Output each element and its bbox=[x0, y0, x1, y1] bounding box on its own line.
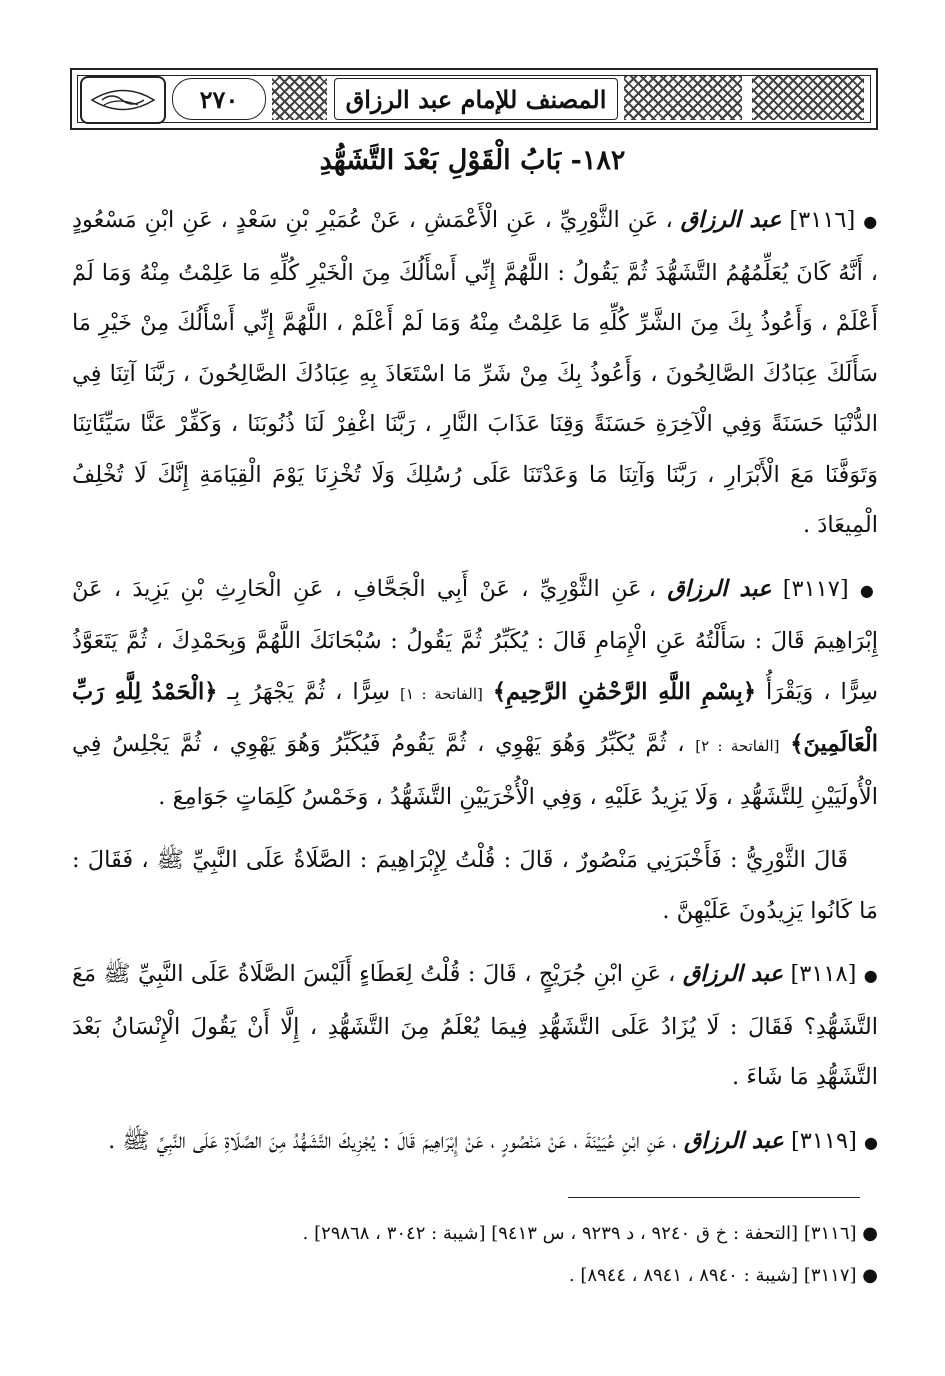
hadith-number: [٣١١٩] bbox=[790, 1127, 857, 1154]
footnote-3116 bbox=[72, 1213, 878, 1255]
hadith-number: [٣١١٦] bbox=[789, 207, 856, 233]
footnote-text: [شيبة : ٨٩٤٠ ، ٨٩٤١ ، ٨٩٤٤] . bbox=[568, 1265, 799, 1286]
narrator-name: عبد الرزاق bbox=[683, 1127, 784, 1154]
hadith-3118 bbox=[72, 949, 878, 1103]
main-text bbox=[72, 195, 878, 1181]
hadith-3116 bbox=[72, 195, 878, 551]
bullet-icon: ● bbox=[862, 1265, 878, 1286]
narrator-name: عبد الرزاق bbox=[680, 207, 782, 233]
ornament-mid-left bbox=[272, 76, 327, 120]
footnotes bbox=[72, 1213, 878, 1297]
quran-reference: [الفاتحة : ٢] bbox=[695, 737, 780, 755]
hadith-text: ، ثُمَّ يُكَبِّرُ وَهُوَ يَهْوِي ، ثُمَّ يَقُومُ فَيُكَبِّرُ وَهُوَ يَهْوِي ، ثُمَّ يَجْلِسُ فِي الْأُولَيَيْنِ لِلتَّشَهُّدِ ، وَلَا يَزِيدُ عَلَيْهِ ، وَفِي الْأُخْرَيَيْنِ التَّشَهُّدُ ، وَخَمْسُ كَلِمَاتٍ جَوَامِعَ . bbox=[72, 731, 878, 810]
footnote-number: [٣١١٦] bbox=[803, 1223, 857, 1244]
bullet-icon: ● bbox=[862, 1223, 878, 1244]
hadith-text: ، عَنِ ابْنِ جُرَيْجٍ ، قَالَ : قُلْتُ لِعَطَاءٍ أَلَيْسَ الصَّلَاةُ عَلَى النَّبِيِّ ﷺ مَعَ التَّشَهُّدِ؟ فَقَالَ : لَا يُزَادُ عَلَى التَّشَهُّدِ فِيمَا يُعْلَمُ مِنَ التَّشَهُّدِ ، إِلَّا أَنْ يَقُولَ الْإِنْسَانُ بَعْدَ التَّشَهُّدِ مَا شَاءَ . bbox=[72, 961, 878, 1090]
quran-verse: ﴿الْحَمْدُ لِلَّهِ رَبِّ الْعَالَمِينَ﴾ bbox=[72, 678, 879, 757]
hadith-text: ، عَنِ الثَّوْرِيِّ ، عَنِ الْأَعْمَشِ ، عَنْ عُمَيْرِ بْنِ سَعْدٍ ، عَنِ ابْنِ مَسْعُودٍ ، أَنَّهُ كَانَ يُعَلِّمُهُمُ التَّشَهُّدَ ثُمَّ يَقُولُ : اللَّهُمَّ إِنِّي أَسْأَلُكَ مِنَ الْخَيْرِ كُلِّهِ مَا عَلِمْتُ مِنْهُ وَمَا لَمْ أَعْلَمْ ، وَأَعُوذُ بِكَ مِنَ الشَّرِّ كُلِّهِ مَا عَلِمْتُ مِنْهُ وَمَا لَمْ أَعْلَمْ ، اللَّهُمَّ إِنِّي أَسْأَلُكَ مِنْ خَيْرِ مَا سَأَلَكَ عِبَادُكَ الصَّالِحُونَ ، وَأَعُوذُ بِكَ مِنْ شَرِّ مَا اسْتَعَاذَ بِهِ عِبَادُكَ الصَّالِحُونَ ، رَبَّنَا آتِنَا فِي الدُّنْيَا حَسَنَةً وَفِي الْآخِرَةِ حَسَنَةً وَقِنَا عَذَابَ النَّارِ ، رَبَّنَا اغْفِرْ لَنَا ذُنُوبَنَا ، وَكَفِّرْ عَنَّا سَيِّئَاتِنَا وَتَوَفَّنَا مَعَ الْأَبْرَارِ ، رَبَّنَا وَآتِنَا مَا وَعَدْتَنَا عَلَى رُسُلِكَ وَلَا تُخْزِنَا يَوْمَ الْقِيَامَةِ إِنَّكَ لَا تُخْلِفُ الْمِيعَادَ . bbox=[72, 207, 878, 538]
quran-verse: ﴿بِسْمِ اللَّهِ الرَّحْمَٰنِ الرَّحِيمِ﴾ bbox=[492, 678, 757, 705]
book-seal-logo bbox=[80, 76, 166, 124]
bullet-icon: ● bbox=[863, 212, 878, 231]
running-title: المصنف للإمام عبد الرزاق bbox=[334, 78, 618, 120]
narrator-name: عبد الرزاق bbox=[682, 961, 784, 987]
hadith-number: [٣١١٧] bbox=[782, 575, 849, 602]
narrator-name: عبد الرزاق bbox=[667, 575, 772, 602]
page-number: ٢٧٠ bbox=[172, 78, 266, 120]
hadith-3117 bbox=[72, 564, 878, 823]
hadith-number: [٣١١٨] bbox=[790, 961, 857, 987]
hadith-3117-note: قَالَ الثَّوْرِيُّ : فَأَخْبَرَنِي مَنْصُورٌ ، قَالَ : قُلْتُ لِإِبْرَاهِيمَ : الصَّلَاةُ عَلَى النَّبِيِّ ﷺ ، فَقَالَ : مَا كَانُوا يَزِيدُونَ عَلَيْهِنَّ . bbox=[72, 847, 878, 924]
footnote-3117 bbox=[72, 1255, 878, 1297]
hadith-text: ، عَنِ ابْنِ عُيَيْنَةَ ، عَنْ مَنْصُورٍ ، عَنْ إِبْرَاهِيمَ قَالَ : يُجْزِيكَ التَّشَهُّدُ مِنَ الصَّلَاةِ عَلَى النَّبِيِّ ﷺ . bbox=[108, 1127, 677, 1154]
footnote-number: [٣١١٧] bbox=[803, 1265, 857, 1286]
hadith-text: ، عَنِ الثَّوْرِيِّ ، عَنْ أَبِي الْجَحَّافِ ، عَنِ الْحَارِثِ بْنِ يَزِيدَ ، عَنْ إِبْرَاهِيمَ قَالَ : سَأَلْتُهُ عَنِ الْإِمَامِ قَالَ : يُكَبِّرُ ثُمَّ يَقُولُ : سُبْحَانَكَ اللَّهُمَّ وَبِحَمْدِكَ ، ثُمَّ يَتَعَوَّذُ سِرًّا ، وَيَقْرَأُ bbox=[72, 575, 879, 705]
ornament-mid-right bbox=[624, 76, 742, 120]
seal-emblem-icon bbox=[88, 83, 158, 117]
hadith-text: سِرًّا ، ثُمَّ يَجْهَرُ بِـ bbox=[227, 678, 390, 705]
chapter-heading: ١٨٢- بَابُ الْقَوْلِ بَعْدَ التَّشَهُّدِ bbox=[319, 145, 626, 176]
quran-reference: [الفاتحة : ١] bbox=[399, 684, 483, 703]
bullet-icon: ● bbox=[863, 966, 879, 985]
ornament-right bbox=[752, 76, 864, 120]
bullet-icon: ● bbox=[864, 1132, 878, 1152]
footnote-text: [التحفة : خ ق ٩٢٤٠ ، د ٩٢٣٩ ، س ٩٤١٣] [شيبة : ٣٠٤٢ ، ٢٩٨٦٨] . bbox=[302, 1223, 799, 1244]
hadith-3119 bbox=[72, 1116, 878, 1169]
page-header bbox=[70, 68, 878, 130]
bullet-icon: ● bbox=[859, 580, 878, 600]
footnote-divider bbox=[568, 1197, 860, 1198]
